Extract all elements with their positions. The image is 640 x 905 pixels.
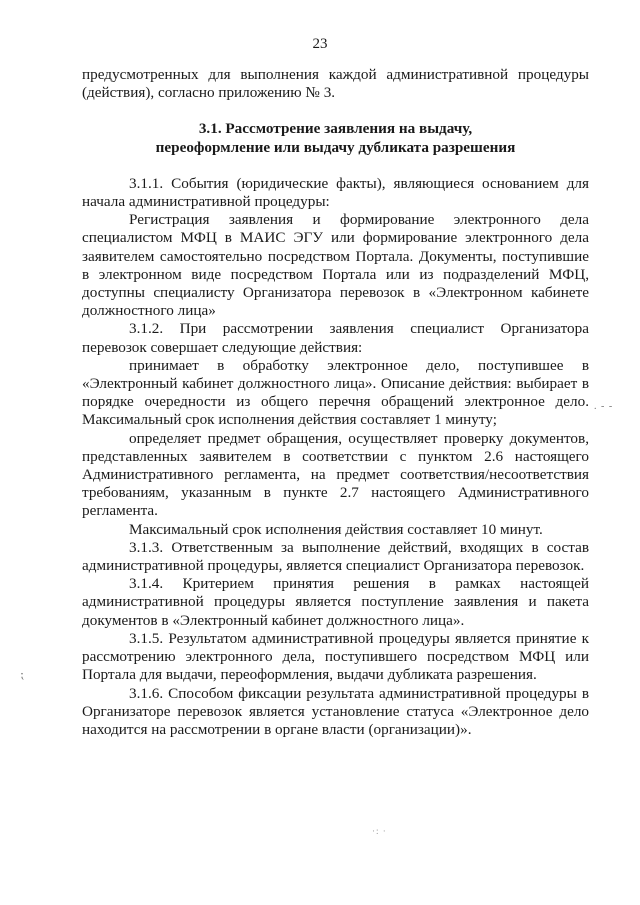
- paragraph-3-1-2-determine: определяет предмет обращения, осуществляет проверку документов, представленных заявителем в соответствии с пунктом 2.6 настоящего Административного регламента, на предмет соответствия/несоответствия требованиям, указанным в пункте 2.7 настоящего Административного регламента.: [82, 429, 589, 520]
- paragraph-3-1-1: 3.1.1. События (юридические факты), являющиеся основанием для начала административной процедуры:: [82, 174, 589, 211]
- paragraph-3-1-1-text: Регистрация заявления и формирование электронного дела специалистом МФЦ в МАИС ЭГУ или формирование электронного дела заявителем самостоятельно посредством Портала. Документы, поступившие в электронном виде посредством Портала или из подразделений МФЦ, доступны специалисту Организатора перевозок в «Электронном кабинете должностного лица»: [82, 211, 589, 320]
- document-body: [82, 66, 589, 739]
- paragraph-3-1-2-accept: принимает в обработку электронное дело, поступившее в «Электронный кабинет должностного лица». Описание действия: выбирает в порядке очередности из общего перечня обращений электронное дело. Максимальный срок исполнения действия составляет 1 минуту;: [82, 356, 589, 429]
- section-heading-line-2: переоформление или выдачу дубликата разрешения: [155, 138, 516, 156]
- scan-artifact-bottom: ·: ·: [372, 826, 387, 836]
- paragraph-3-1-2: 3.1.2. При рассмотрении заявления специалист Организатора перевозок совершает следующие действия:: [82, 320, 589, 356]
- scan-artifact-left: ⁏: [20, 667, 26, 681]
- section-heading-line-1: 3.1. Рассмотрение заявления на выдачу,: [198, 120, 473, 138]
- paragraph-3-1-5: 3.1.5. Результатом административной процедуры является принятие к рассмотрению электронного дела, поступившего посредством МФЦ или Портала для выдачи, переоформления, выдачи дубликата разрешения.: [82, 629, 589, 684]
- paragraph-3-1-4: 3.1.4. Критерием принятия решения в рамках настоящей административной процедуры является поступление заявления и пакета документов в «Электронный кабинет должностного лица».: [82, 575, 589, 629]
- scan-artifact-right: . - -: [594, 401, 614, 412]
- page-number: 23: [312, 36, 328, 52]
- intro-paragraph: предусмотренных для выполнения каждой административной процедуры (действия), согласно приложению № 3.: [82, 66, 589, 102]
- paragraph-3-1-3: 3.1.3. Ответственным за выполнение действий, входящих в состав административной процедуры, является специалист Организатора перевозок.: [82, 538, 589, 575]
- paragraph-3-1-6: 3.1.6. Способом фиксации результата административной процедуры в Организаторе перевозок является установление статуса «Электронное дело находится на рассмотрении в органе власти (организации)».: [82, 684, 589, 738]
- paragraph-3-1-2-max-time: Максимальный срок исполнения действия составляет 10 минут.: [129, 520, 543, 538]
- section-heading: [82, 120, 589, 156]
